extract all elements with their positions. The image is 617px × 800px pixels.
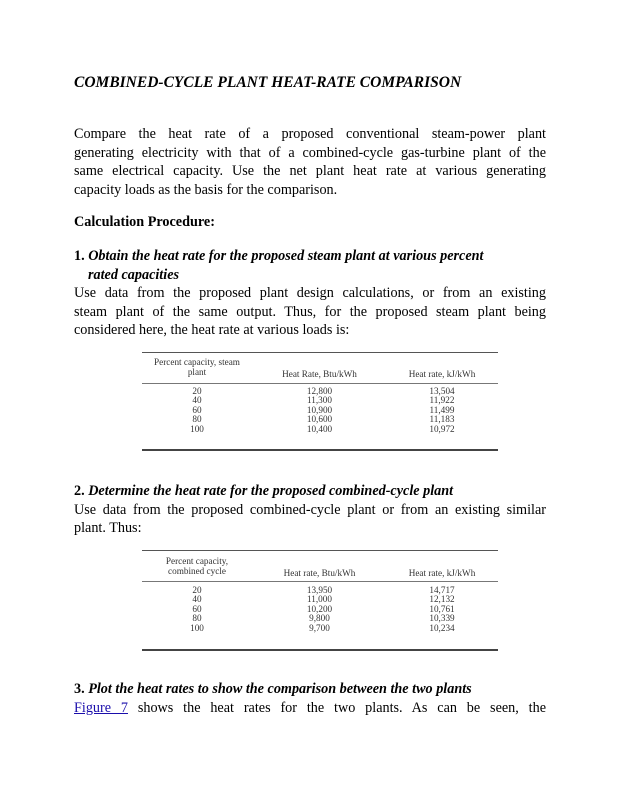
step-title: Plot the heat rates to show the comparison between the two plants: [88, 681, 472, 697]
capacity-column: [142, 387, 252, 434]
btu-column: [262, 387, 377, 434]
table-cell: 14,717: [429, 585, 455, 595]
kj-column: [387, 387, 497, 434]
combined-cycle-heat-rate-table: [142, 550, 498, 652]
table-cell: 12,132: [429, 594, 455, 605]
step-text-line: steam plant of the same output. Thus, for the proposed steam plant being: [74, 303, 546, 320]
column-header: Heat rate, kJ/kWh: [408, 568, 476, 578]
step-text-line: plant. Thus:: [74, 520, 142, 537]
table-cell: 40: [192, 395, 202, 406]
step-title: Obtain the heat rate for the proposed steam plant at various percent: [88, 248, 484, 264]
column-header: Percent capacity, combined cycle: [165, 556, 229, 576]
table-cell: 10,234: [429, 622, 455, 633]
table-cell: 60: [192, 404, 202, 415]
column-header: Heat Rate, Btu/kWh: [282, 369, 357, 379]
step-number: 3.: [74, 681, 85, 697]
step-text-line: Use data from the proposed plant design calculations, or from an existing: [74, 285, 546, 302]
capacity-column: [142, 586, 252, 633]
step-3: [74, 680, 546, 717]
table-cell: 40: [192, 594, 202, 605]
page-title: COMBINED-CYCLE PLANT HEAT-RATE COMPARISON: [74, 74, 462, 91]
table-cell: 80: [192, 414, 202, 425]
table-cell: 11,183: [429, 414, 455, 425]
intro-line: Compare the heat rate of a proposed conventional steam-power plant: [74, 126, 546, 142]
table-cell: 12,800: [306, 386, 333, 396]
table-cell: 60: [192, 603, 202, 614]
intro-line: same electrical capacity. Use the net plant heat rate at various generating: [74, 163, 546, 180]
table-cell: 9,700: [309, 622, 330, 633]
table-cell: 9,800: [309, 613, 330, 624]
intro-line: capacity loads as the basis for the comparison.: [74, 181, 338, 198]
step-title: Determine the heat rate for the proposed combined-cycle plant: [88, 483, 454, 499]
table-cell: 10,972: [429, 423, 455, 434]
table-cell: 10,900: [306, 404, 333, 415]
table-cell: 10,400: [306, 423, 333, 434]
table-cell: 13,950: [306, 585, 333, 595]
column-header: Percent capacity, steam plant: [154, 357, 240, 377]
kj-column: [387, 586, 497, 633]
table-cell: 10,761: [429, 603, 455, 614]
table-cell: 10,600: [306, 414, 333, 425]
column-header: Heat rate, Btu/kWh: [283, 568, 356, 578]
step-1: [74, 247, 546, 340]
step-text-line: considered here, the heat rate at various loads is:: [74, 322, 350, 339]
table-cell: 11,922: [429, 395, 455, 406]
table-cell: 80: [192, 613, 202, 624]
figure-7-link[interactable]: Figure 7: [74, 699, 128, 716]
table-cell: 11,000: [307, 594, 332, 605]
step-title-continued: rated capacities: [88, 266, 180, 283]
table-cell: 20: [192, 386, 202, 396]
intro-line: generating electricity with that of a combined-cycle gas-turbine plant of the: [74, 144, 546, 161]
steam-plant-heat-rate-table: [142, 352, 498, 452]
step-number: 1.: [74, 248, 85, 264]
table-cell: 100: [190, 622, 204, 633]
intro-paragraph: [74, 125, 546, 199]
step-text-line: Figure 7 shows the heat rates for the two plants. As can be seen, the: [74, 699, 546, 716]
step-number: 2.: [74, 483, 85, 499]
column-header: Heat rate, kJ/kWh: [408, 369, 476, 379]
btu-column: [262, 586, 377, 633]
table-cell: 11,300: [307, 395, 332, 406]
step-text-line: Use data from the proposed combined-cycle plant or from an existing similar: [74, 501, 546, 518]
procedure-heading: Calculation Procedure:: [74, 214, 215, 230]
table-cell: 10,200: [306, 603, 333, 614]
table-cell: 11,499: [429, 404, 455, 415]
table-cell: 20: [192, 585, 202, 595]
table-cell: 13,504: [429, 386, 455, 396]
step-2: [74, 482, 546, 538]
table-cell: 10,339: [429, 613, 455, 624]
table-cell: 100: [190, 423, 204, 434]
